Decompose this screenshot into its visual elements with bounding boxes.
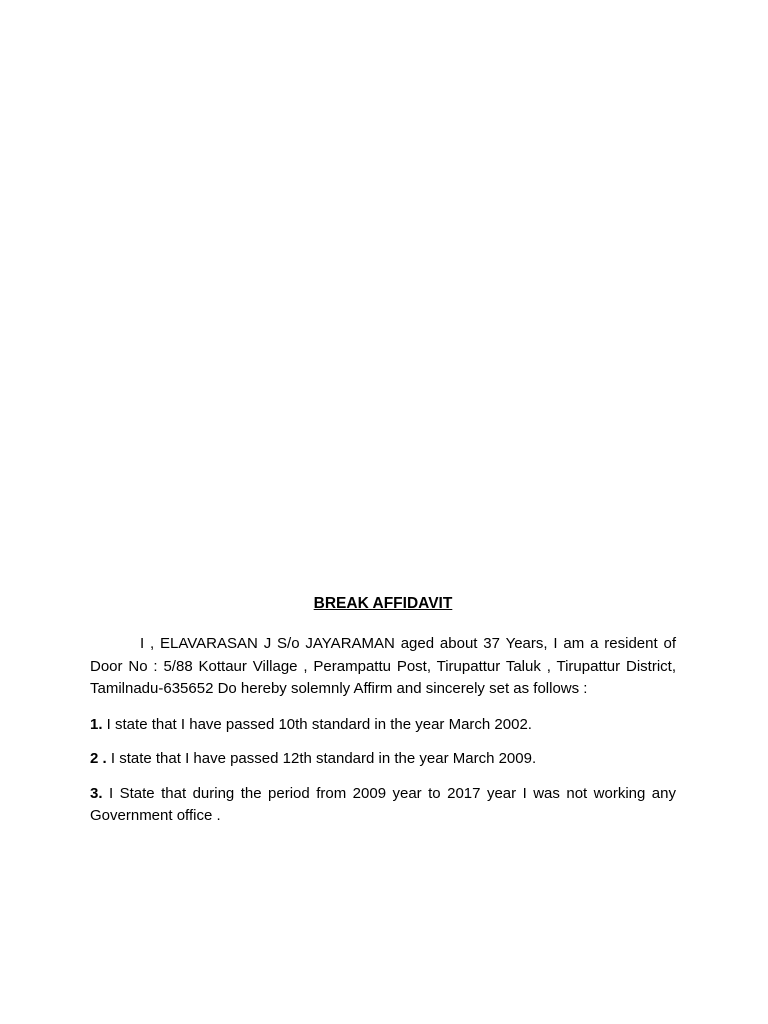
item-number: 1.: [90, 715, 103, 733]
statement-item-1: [90, 714, 676, 737]
document-title: BREAK AFFIDAVIT: [313, 595, 453, 612]
item-number: 2 .: [90, 750, 107, 767]
item-number: 3.: [90, 784, 103, 802]
item-text: I State that during the period from 2009 year to 2017 year I was not working any Government office .: [90, 784, 676, 824]
affidavit-body: [90, 592, 676, 840]
statement-item-2: [90, 748, 676, 771]
item-text: I state that I have passed 12th standard in the year March 2009.: [106, 750, 537, 767]
intro-paragraph: I , ELAVARASAN J S/o JAYARAMAN aged about 37 Years, I am a resident of Door No : 5/88 Kottaur Village , Perampattu Post, Tirupattur Taluk , Tirupattur District, Tamilnadu-635652 Do hereby solemnly Affirm and sincerely set as follows :: [90, 635, 676, 697]
statement-item-3: [90, 783, 676, 828]
item-text: I state that I have passed 10th standard in the year March 2002.: [102, 715, 532, 733]
